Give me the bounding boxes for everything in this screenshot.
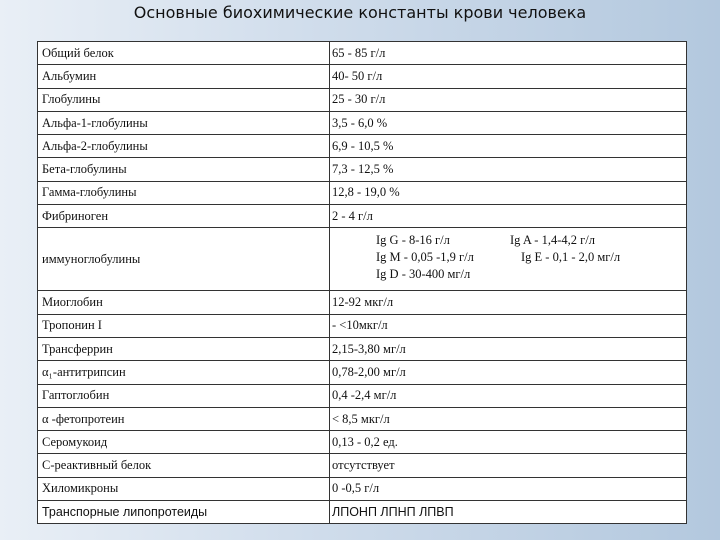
parameter-value: - <10мкг/л (330, 314, 687, 337)
parameter-name: Миоглобин (38, 291, 330, 314)
parameter-name: Гамма-глобулины (38, 181, 330, 204)
table-row (38, 314, 687, 337)
immunoglobulins-row (38, 228, 687, 291)
table-row (38, 454, 687, 477)
table-row (38, 42, 687, 65)
page-title: Основные биохимические константы крови человека (133, 3, 587, 22)
ig-m-value: Ig M - 0,05 -1,9 г/л (376, 250, 474, 265)
parameter-value: 0,78-2,00 мг/л (330, 361, 687, 384)
table-row (38, 337, 687, 360)
table-row (38, 181, 687, 204)
parameter-name: Фибриноген (38, 205, 330, 228)
ig-d-value: Ig D - 30-400 мг/л (376, 267, 471, 282)
parameter-name: Трансферрин (38, 337, 330, 360)
parameter-value: 2 - 4 г/л (330, 205, 687, 228)
parameter-value: 25 - 30 г/л (330, 88, 687, 111)
parameter-name: С-реактивный белок (38, 454, 330, 477)
parameter-value: 12,8 - 19,0 % (330, 181, 687, 204)
parameter-value: 40- 50 г/л (330, 65, 687, 88)
table-row (38, 65, 687, 88)
immunoglobulin-values (330, 228, 687, 291)
ig-g-value: Ig G - 8-16 г/л (376, 233, 450, 248)
parameter-value: 2,15-3,80 мг/л (330, 337, 687, 360)
parameter-value: 7,3 - 12,5 % (330, 158, 687, 181)
parameter-name: Транспорные липопротеиды (38, 501, 330, 524)
parameter-name: Бета-глобулины (38, 158, 330, 181)
parameter-value: 12-92 мкг/л (330, 291, 687, 314)
parameter-name: Альбумин (38, 65, 330, 88)
table-row (38, 407, 687, 430)
table-row (38, 111, 687, 134)
parameter-name: Альфа-2-глобулины (38, 135, 330, 158)
ig-a-value: Ig A - 1,4-4,2 г/л (510, 233, 595, 248)
parameter-name: α₁-антитрипсин (38, 361, 330, 384)
parameter-value: ЛПОНП ЛПНП ЛПВП (330, 501, 687, 524)
ig-e-value: Ig E - 0,1 - 2,0 мг/л (521, 250, 621, 265)
parameter-value: отсутствует (330, 454, 687, 477)
parameter-name: Гаптоглобин (38, 384, 330, 407)
parameter-value: 0,13 - 0,2 ед. (330, 431, 687, 454)
parameter-name: α -фетопротеин (38, 407, 330, 430)
parameter-name: Альфа-1-глобулины (38, 111, 330, 134)
parameter-value: 65 - 85 г/л (330, 42, 687, 65)
table-row (38, 361, 687, 384)
table-row (38, 477, 687, 500)
parameter-value: 0,4 -2,4 мг/л (330, 384, 687, 407)
table-row (38, 135, 687, 158)
immunoglobulin-block (332, 230, 686, 288)
parameter-value: 3,5 - 6,0 % (330, 111, 687, 134)
parameter-name: Серомукоид (38, 431, 330, 454)
table-row (38, 384, 687, 407)
parameter-name: Хиломикроны (38, 477, 330, 500)
parameter-value: < 8,5 мкг/л (330, 407, 687, 430)
parameter-name: Глобулины (38, 88, 330, 111)
table-row (38, 501, 687, 524)
table-row (38, 88, 687, 111)
table-row (38, 205, 687, 228)
parameter-value: 6,9 - 10,5 % (330, 135, 687, 158)
table-body (38, 42, 687, 524)
parameter-name: Тропонин I (38, 314, 330, 337)
blood-constants-table (37, 41, 687, 524)
table-row (38, 158, 687, 181)
parameter-name: иммуноглобулины (38, 228, 330, 291)
parameter-value: 0 -0,5 г/л (330, 477, 687, 500)
table-row (38, 291, 687, 314)
parameter-name: Общий белок (38, 42, 330, 65)
table-row (38, 431, 687, 454)
